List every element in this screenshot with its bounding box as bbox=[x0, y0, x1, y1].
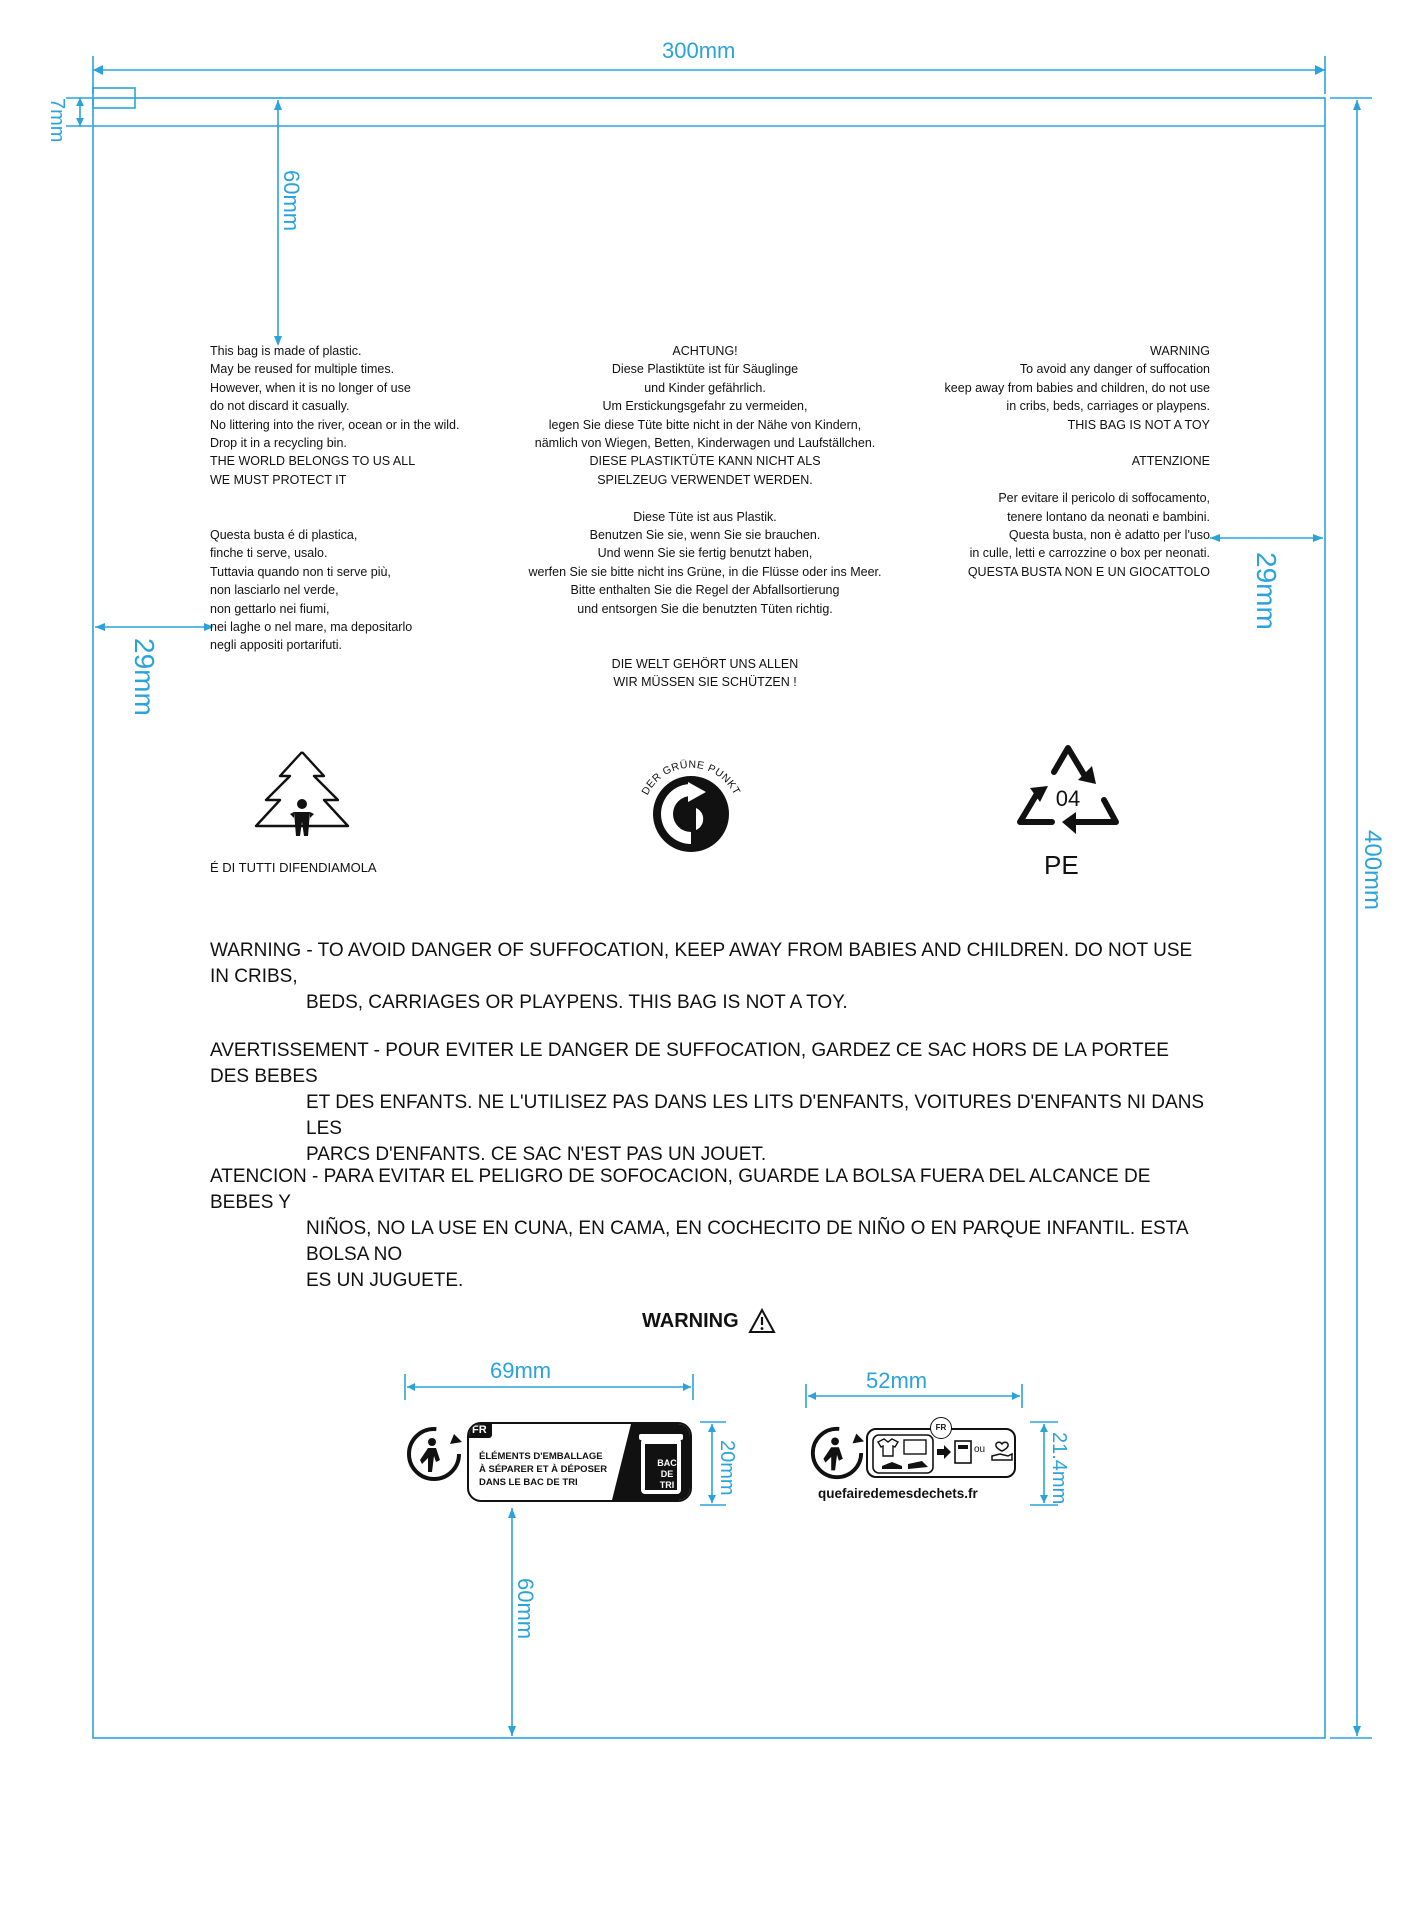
text-line bbox=[880, 471, 1210, 489]
text-line: Tuttavia quando non ti serve più, bbox=[210, 564, 391, 579]
text-column-center bbox=[520, 342, 890, 692]
text-line: Questa busta, non è adatto per l'uso bbox=[1008, 528, 1210, 543]
green-dot-icon bbox=[626, 730, 756, 860]
triman-icon bbox=[404, 1424, 464, 1484]
text-line: non gettarlo nei fiumi, bbox=[210, 601, 330, 616]
text-line: ACHTUNG! bbox=[672, 344, 738, 358]
text-line bbox=[520, 636, 890, 654]
triman-line: À SÉPARER ET À DÉPOSER bbox=[479, 1464, 608, 1475]
text-line: SPIELZEUG VERWENDET WERDEN. bbox=[597, 472, 813, 487]
warning-lead: ATENCION - PARA EVITAR EL PELIGRO DE SOFOCACION, GUARDE LA BOLSA FUERA DEL ALCANCE DE BEBES Y bbox=[210, 1166, 1151, 1213]
dim-label-label2-height: 21.4mm bbox=[1048, 1432, 1070, 1505]
warning-cont: ET DES ENFANTS. NE L'UTILISEZ PAS DANS LES LITS D'ENFANTS, VOITURES D'ENFANTS NI DANS LES bbox=[306, 1092, 1205, 1139]
text-line: WIR MÜSSEN SIE SCHÜTZEN ! bbox=[613, 675, 797, 690]
triman-line: ÉLÉMENTS D'EMBALLAGE bbox=[479, 1451, 603, 1462]
text-line: Per evitare il pericolo di soffocamento, bbox=[998, 491, 1210, 506]
warning-french bbox=[210, 1038, 1210, 1168]
text-line: ATTENZIONE bbox=[1131, 454, 1210, 469]
text-line: in cribs, beds, carriages or playpens. bbox=[1006, 399, 1210, 414]
text-line: However, when it is no longer of use bbox=[210, 380, 411, 395]
dim-label-label1-height: 20mm bbox=[716, 1440, 738, 1496]
text-line: nämlich von Wiegen, Betten, Kinderwagen und Laufställchen. bbox=[534, 436, 876, 451]
dim-label-label1-width: 69mm bbox=[490, 1358, 552, 1383]
text-column-left bbox=[210, 342, 459, 655]
warning-english bbox=[210, 938, 1210, 1016]
text-line: WE MUST PROTECT IT bbox=[210, 472, 347, 487]
text-line: und Kinder gefährlich. bbox=[644, 380, 766, 395]
text-line: non lasciarlo nel verde, bbox=[210, 583, 339, 598]
text-column-right bbox=[880, 342, 1210, 581]
text-line: in culle, letti e carrozzine o box per neonati. bbox=[969, 546, 1210, 561]
fr-badge: FR bbox=[930, 1417, 952, 1439]
recycle-triangle-icon bbox=[1012, 742, 1124, 846]
container-icon bbox=[954, 1440, 972, 1464]
text-line: und entsorgen Sie die benutzten Tüten richtig. bbox=[577, 601, 833, 616]
text-line: Diese Plastiktüte ist für Säuglinge bbox=[611, 362, 799, 377]
text-line: keep away from babies and children, do not use bbox=[944, 380, 1210, 395]
recycle-material: PE bbox=[1044, 850, 1079, 880]
dim-label-right-margin: 29mm bbox=[1251, 552, 1282, 630]
recycle-code: 04 bbox=[1055, 786, 1081, 811]
bin-line: TRI bbox=[659, 1480, 675, 1490]
text-line: Bitte enthalten Sie die Regel der Abfallsortierung bbox=[570, 583, 840, 598]
text-line: Um Erstickungsgefahr zu vermeiden, bbox=[602, 399, 808, 414]
text-line: Und wenn Sie sie fertig benutzt haben, bbox=[597, 546, 813, 561]
dim-label-label2-width: 52mm bbox=[866, 1368, 928, 1393]
dim-label-top-band: 7mm bbox=[46, 98, 68, 143]
text-line: Diese Tüte ist aus Plastik. bbox=[633, 509, 777, 524]
text-line bbox=[520, 489, 890, 507]
text-line: DIE WELT GEHÖRT UNS ALLEN bbox=[611, 656, 799, 671]
hand-heart-icon bbox=[990, 1440, 1014, 1464]
text-line bbox=[880, 434, 1210, 452]
triman-label-info bbox=[467, 1422, 692, 1502]
text-line: Questa busta é di plastica, bbox=[210, 528, 358, 543]
text-line bbox=[210, 508, 459, 526]
warning-spanish bbox=[210, 1164, 1210, 1294]
text-line: QUESTA BUSTA NON E UN GIOCATTOLO bbox=[967, 564, 1210, 579]
warning-lead: WARNING - TO AVOID DANGER OF SUFFOCATION, KEEP AWAY FROM BABIES AND CHILDREN. DO NOT USE IN CRIBS, bbox=[210, 940, 1193, 987]
tree-caption: É DI TUTTI DIFENDIAMOLA bbox=[210, 860, 377, 875]
text-line bbox=[520, 618, 890, 636]
text-line: No littering into the river, ocean or in the wild. bbox=[210, 417, 460, 432]
text-line: negli appositi portarifuti. bbox=[210, 638, 343, 653]
text-line: Benutzen Sie sie, wenn Sie sie brauchen. bbox=[589, 528, 821, 543]
text-line: This bag is made of plastic. bbox=[210, 344, 362, 358]
fr-badge: FR bbox=[467, 1422, 492, 1438]
warning-lead: AVERTISSEMENT - POUR EVITER LE DANGER DE SUFFOCATION, GARDEZ CE SAC HORS DE LA PORTEE DES BEBES bbox=[210, 1040, 1169, 1087]
warning-cont: BEDS, CARRIAGES OR PLAYPENS. THIS BAG IS NOT A TOY. bbox=[306, 992, 848, 1013]
triman-icon bbox=[808, 1424, 866, 1482]
bin-line: DE bbox=[660, 1469, 674, 1479]
warning-cont: PARCS D'ENFANTS. CE SAC N'EST PAS UN JOUET. bbox=[306, 1144, 767, 1165]
website-url: quefairedemesdechets.fr bbox=[818, 1486, 978, 1501]
warning-triangle-icon bbox=[748, 1308, 776, 1334]
warning-cont: ES UN JUGUETE. bbox=[306, 1270, 464, 1291]
triman-label-textiles bbox=[866, 1423, 1016, 1478]
text-line: THE WORLD BELONGS TO US ALL bbox=[210, 454, 416, 469]
text-line: werfen Sie sie bitte nicht ins Grüne, in die Flüsse oder ins Meer. bbox=[528, 564, 882, 579]
text-line: WARNING bbox=[1150, 344, 1210, 358]
dim-label-top-offset: 60mm bbox=[279, 170, 304, 232]
bin-line: BAC bbox=[657, 1458, 677, 1468]
dim-label-width: 300mm bbox=[662, 38, 736, 63]
ou-text: ou bbox=[974, 1444, 986, 1455]
bin-text bbox=[650, 1458, 684, 1491]
green-dot-text: DER GRÜNE PUNKT bbox=[639, 758, 743, 798]
text-line: DIESE PLASTIKTÜTE KANN NICHT ALS bbox=[589, 454, 821, 469]
text-line: To avoid any danger of suffocation bbox=[1019, 362, 1210, 377]
dim-label-left-margin: 29mm bbox=[129, 638, 160, 716]
text-line: nei laghe o nel mare, ma depositarlo bbox=[210, 620, 413, 635]
dim-label-height: 400mm bbox=[1359, 830, 1386, 911]
tree-person-icon bbox=[250, 748, 354, 844]
arrow-right-icon bbox=[936, 1444, 952, 1460]
text-line: Drop it in a recycling bin. bbox=[210, 436, 347, 451]
triman-line: DANS LE BAC DE TRI bbox=[479, 1477, 578, 1488]
warning-title: WARNING bbox=[642, 1310, 739, 1332]
text-line: tenere lontano da neonati e bambini. bbox=[1007, 509, 1210, 524]
text-line bbox=[210, 489, 459, 507]
text-line: finche ti serve, usalo. bbox=[210, 546, 328, 561]
triman-label-text bbox=[479, 1450, 607, 1489]
clothes-shoes-icon bbox=[872, 1434, 934, 1474]
text-line: May be reused for multiple times. bbox=[210, 362, 395, 377]
text-line: do not discard it casually. bbox=[210, 399, 350, 414]
text-line: legen Sie diese Tüte bitte nicht in der Nähe von Kindern, bbox=[548, 417, 862, 432]
dim-label-bottom-offset: 60mm bbox=[513, 1578, 538, 1640]
text-line: THIS BAG IS NOT A TOY bbox=[1067, 417, 1210, 432]
warning-cont: NIÑOS, NO LA USE EN CUNA, EN CAMA, EN COCHECITO DE NIÑO O EN PARQUE INFANTIL. ESTA BOLSA NO bbox=[306, 1218, 1188, 1265]
